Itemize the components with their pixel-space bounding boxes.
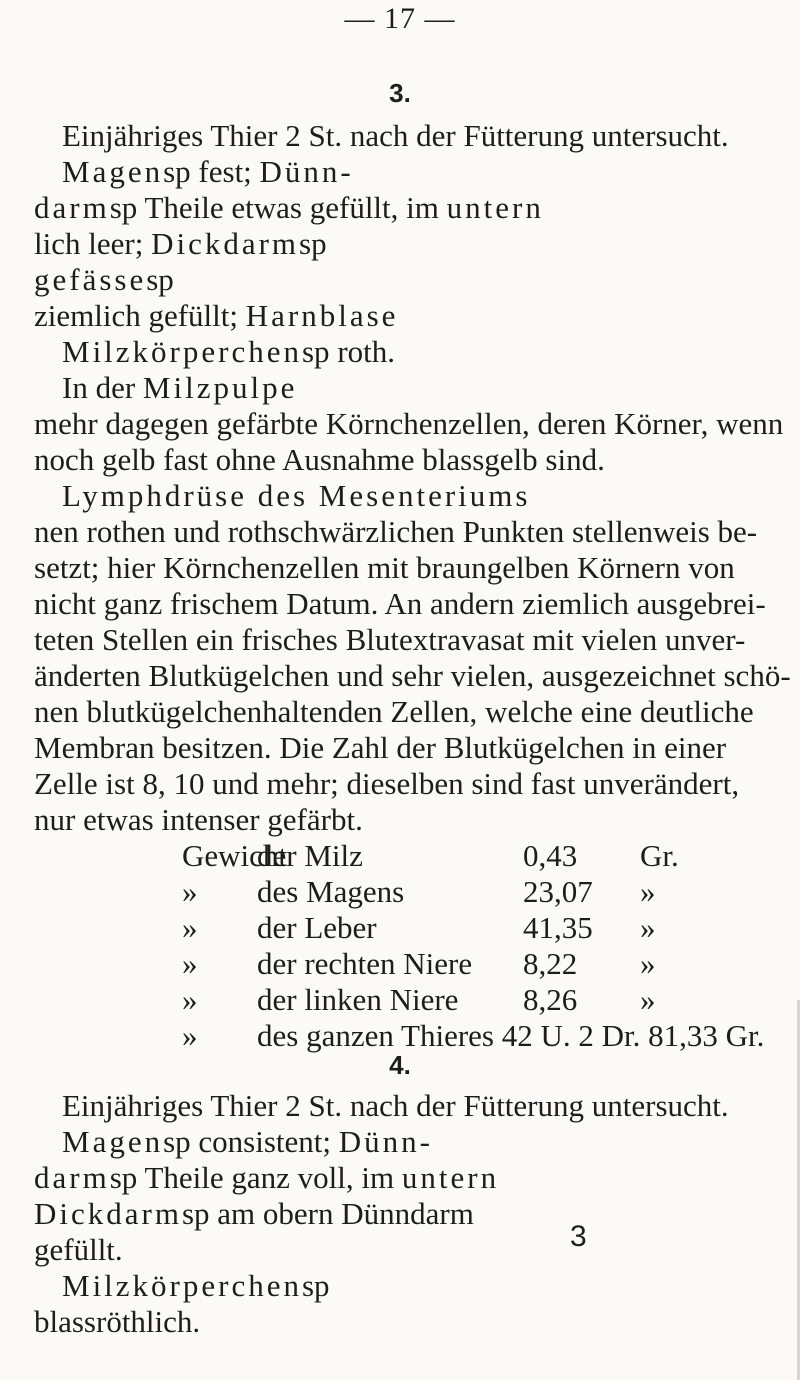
text-line <box>62 153 354 191</box>
spaced-term: Magen <box>62 1124 164 1159</box>
weight-row <box>0 945 800 983</box>
spaced-term: Dünn- <box>338 1124 433 1159</box>
weight-q: » <box>182 946 198 981</box>
text-run: Theile ganz voll, im <box>137 1160 402 1195</box>
text-line <box>34 441 605 479</box>
weight-label: des Magens <box>257 874 405 909</box>
text-run: nen rothen und rothschwärzlichen Punkten stellenweis be- <box>34 514 758 549</box>
spaced-term: Lymphdrüse des Mesenteriums <box>62 478 531 513</box>
weight-label: des ganzen Thieres 42 U. 2 Dr. 81,33 Gr. <box>257 1018 765 1053</box>
text-run: Theile etwas gefüllt, im <box>137 190 447 225</box>
weight-value: 0,43 <box>523 838 578 873</box>
weight-row <box>0 981 800 1019</box>
text-line <box>34 765 739 803</box>
spaced-term: Dickdarm <box>34 1196 182 1231</box>
weight-unit: » <box>640 910 656 945</box>
page-number: — 17 — <box>344 2 456 35</box>
spaced-term: darm <box>34 1160 110 1195</box>
text-line <box>62 369 297 407</box>
spaced-term: Milzkörperchen <box>62 334 302 369</box>
weight-unit: Gr. <box>640 838 679 873</box>
text-line <box>62 117 729 155</box>
text-line <box>62 477 530 515</box>
weight-row <box>0 837 800 875</box>
text-run: fest; <box>190 154 260 189</box>
text-run: nicht ganz frischem Datum. An andern ziemlich ausgebrei- <box>34 586 766 621</box>
text-line <box>34 801 363 839</box>
text-line <box>34 513 757 551</box>
text-run: Membran besitzen. Die Zahl der Blutkügelchen in einer <box>34 730 727 765</box>
weight-unit: » <box>640 982 656 1017</box>
weight-q: Gewicht <box>182 838 288 873</box>
weight-label: der linken Niere <box>257 982 459 1017</box>
weight-label: der Leber <box>257 910 377 945</box>
text-line <box>34 189 544 227</box>
spaced-term: Dünn- <box>259 154 354 189</box>
spaced-term: Magen <box>62 154 164 189</box>
section-4-heading: 4. <box>389 1050 411 1080</box>
text-run: sp <box>109 1160 138 1195</box>
spaced-term: darm <box>34 190 110 225</box>
text-line <box>34 621 745 659</box>
text-line <box>34 549 735 587</box>
text-run: nen blutkügelchenhaltenden Zellen, welche eine deutliche <box>34 694 754 729</box>
text-run: sp <box>301 1268 330 1303</box>
text-run: sp <box>163 154 191 189</box>
section-3-heading: 3. <box>389 78 411 108</box>
weight-value: 41,35 <box>523 910 593 945</box>
weight-q: » <box>182 874 198 909</box>
text-run: Einjähriges Thier 2 St. nach der Fütterung untersucht. <box>62 1088 729 1123</box>
spaced-term: Milzkörperchen <box>62 1268 302 1303</box>
text-line <box>62 1267 330 1305</box>
text-line <box>34 1195 474 1233</box>
text-run: nur etwas intenser gefärbt. <box>34 802 363 837</box>
text-run: änderten Blutkügelchen und sehr vielen, ausgezeichnet schö- <box>34 658 791 693</box>
text-run: am obern Dünndarm <box>209 1196 474 1231</box>
text-run: Zelle ist 8, 10 und mehr; dieselben sind fast unverändert, <box>34 766 740 801</box>
weight-row <box>0 873 800 911</box>
text-line <box>34 657 791 695</box>
text-line <box>34 729 726 767</box>
text-run: ziemlich gefüllt; <box>34 298 246 333</box>
text-run: Einjähriges Thier 2 St. nach der Fütterung untersucht. <box>62 118 729 153</box>
spaced-term: Harnblase <box>245 298 399 333</box>
text-line <box>34 297 398 335</box>
spaced-term: Milzpulpe <box>142 370 298 405</box>
spaced-term: untern <box>446 190 544 225</box>
text-run: mehr dagegen gefärbte Körnchenzellen, deren Körner, wenn <box>34 406 784 441</box>
spaced-term: Dickdarm <box>151 226 300 261</box>
weight-q: » <box>182 1018 198 1053</box>
spaced-term: untern <box>401 1160 500 1195</box>
text-line <box>34 405 783 443</box>
weight-label: der rechten Niere <box>257 946 473 981</box>
text-line <box>34 225 327 263</box>
text-run: roth. <box>329 334 395 369</box>
text-line <box>34 585 766 623</box>
text-run: consistent; <box>190 1124 339 1159</box>
weight-q: » <box>182 910 198 945</box>
text-run: In der <box>62 370 143 405</box>
weight-label: der Milz <box>257 838 363 873</box>
text-run: teten Stellen ein frisches Blutextravasat mit vielen unver- <box>34 622 746 657</box>
text-run: lich leer; <box>34 226 152 261</box>
text-run: sp <box>301 334 330 369</box>
text-run: sp <box>163 1124 191 1159</box>
text-line <box>34 1159 499 1197</box>
text-line <box>34 1303 200 1341</box>
text-line <box>34 261 174 299</box>
signature-mark: 3 <box>570 1220 587 1253</box>
text-run: blassröthlich. <box>34 1304 201 1339</box>
weight-value: 8,26 <box>523 982 578 1017</box>
text-line <box>62 1123 433 1161</box>
text-run: sp <box>299 226 327 261</box>
text-run: sp <box>181 1196 210 1231</box>
weight-q: » <box>182 982 198 1017</box>
text-run: gefüllt. <box>34 1232 123 1267</box>
spaced-term: gefässe <box>34 262 147 297</box>
text-run: sp <box>146 262 174 297</box>
weight-value: 23,07 <box>523 874 593 909</box>
weight-unit: » <box>640 946 656 981</box>
weight-row <box>0 909 800 947</box>
text-run: noch gelb fast ohne Ausnahme blassgelb sind. <box>34 442 605 477</box>
text-line <box>34 693 754 731</box>
text-line <box>62 1087 729 1125</box>
weight-unit: » <box>640 874 656 909</box>
text-run: sp <box>109 190 138 225</box>
weight-value: 8,22 <box>523 946 578 981</box>
text-run: setzt; hier Körnchenzellen mit braungelben Körnern von <box>34 550 735 585</box>
text-line <box>62 333 395 371</box>
text-line <box>34 1231 123 1269</box>
